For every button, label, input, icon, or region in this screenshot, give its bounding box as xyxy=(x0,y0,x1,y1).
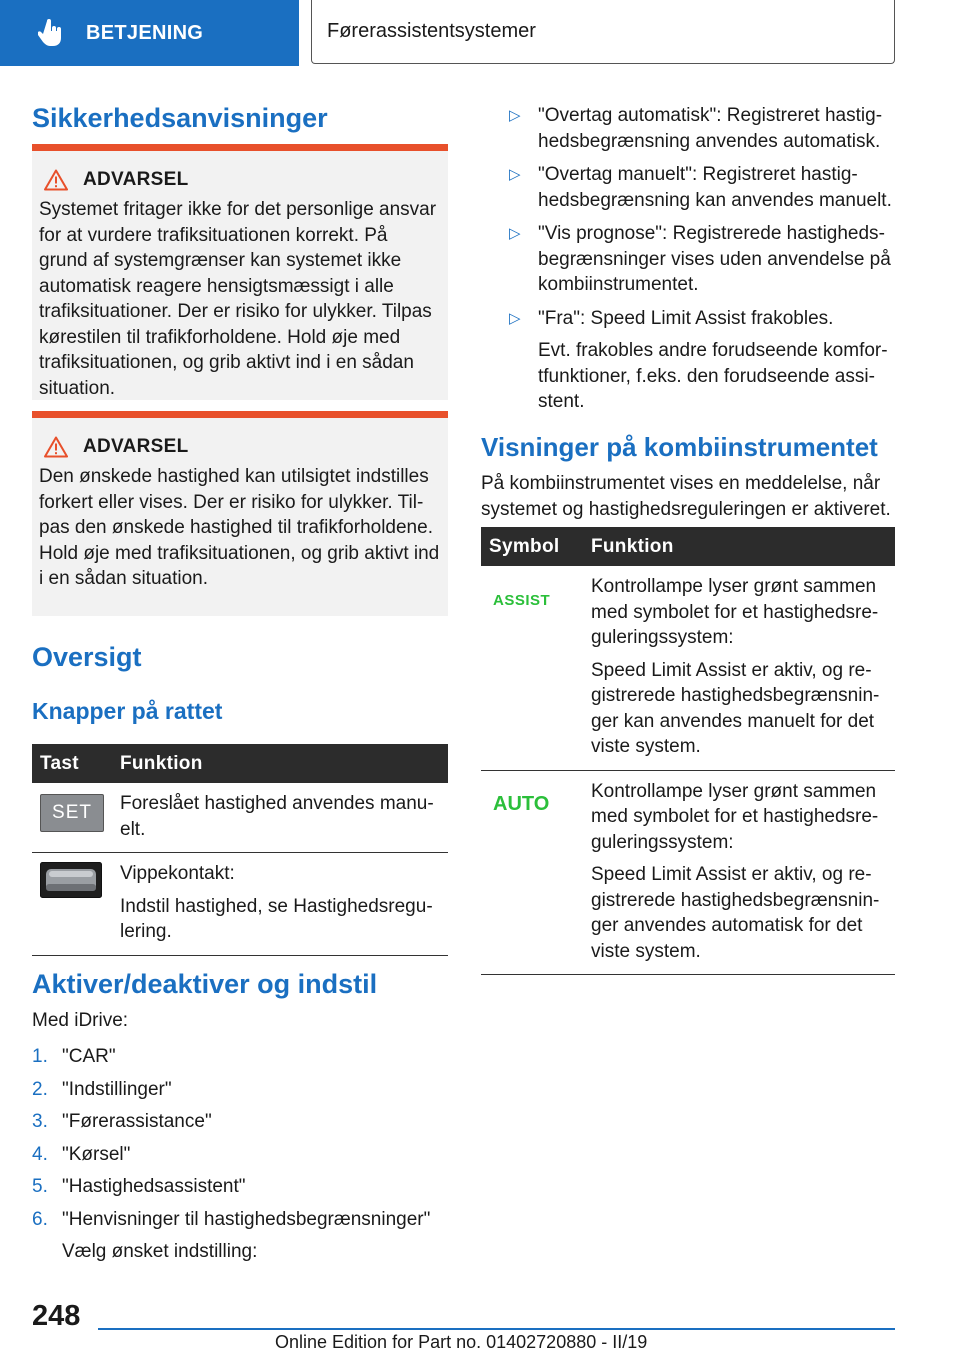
table-row xyxy=(32,853,448,956)
warning-label: ADVARSEL xyxy=(83,436,189,457)
list-item xyxy=(32,1077,448,1103)
list-item xyxy=(481,162,895,213)
option-text: "Fra": Speed Limit Assist frakobles. xyxy=(538,307,834,329)
option-note: Evt. frakobles andre forudseende komfortfunktioner, f.eks. den forudseende assistent. xyxy=(538,340,888,412)
auto-indicator-icon: AUTO xyxy=(493,792,550,815)
option-text: "Overtag manuelt": Registreret hastighedsbegrænsning kan anvendes manuelt. xyxy=(538,164,892,211)
hand-pointer-icon xyxy=(38,19,64,47)
warning-label: ADVARSEL xyxy=(83,169,189,190)
list-item xyxy=(32,1044,448,1070)
page-number: 248 xyxy=(32,1300,81,1332)
step-text: "Hastighedsassistent" xyxy=(62,1176,246,1197)
rocker-switch-icon xyxy=(40,862,102,898)
step-text: "Førerassistance" xyxy=(62,1111,212,1132)
list-item xyxy=(32,1239,448,1265)
cell-text: Kontrollampe lyser grønt sammen med symbolet for et hastighedsreguleringssystem: xyxy=(591,780,879,853)
warning-triangle-icon xyxy=(44,169,68,191)
warning-box xyxy=(32,411,448,616)
warning-box xyxy=(32,144,448,400)
buttons-table xyxy=(32,744,448,956)
option-text: "Vis prognose": Registrerede hastighedsbegrænsninger vises uden anvendelse på kombiinstrumentet. xyxy=(538,223,891,295)
step-number: 5. xyxy=(32,1176,48,1197)
option-text: "Overtag automatisk": Registreret hastighedsbegrænsning anvendes automatisk. xyxy=(538,105,883,152)
chapter-title: Førerassistentsystemer xyxy=(327,20,536,42)
step-text: "Indstillinger" xyxy=(62,1078,172,1100)
display-heading: Visninger på kombiinstrumentet xyxy=(481,432,878,462)
buttons-subheading: Knapper på rattet xyxy=(32,698,223,724)
list-item xyxy=(32,1109,448,1135)
triangle-bullet-icon: ▷ xyxy=(509,225,521,242)
symbol-table xyxy=(481,527,895,975)
list-item xyxy=(481,103,895,154)
step-number: 1. xyxy=(32,1046,48,1067)
steps-list xyxy=(32,1044,448,1272)
step-number: 4. xyxy=(32,1143,48,1165)
safety-heading: Sikkerhedsanvisninger xyxy=(32,103,328,133)
cell-text: Vippekontakt: xyxy=(120,863,235,884)
list-item xyxy=(32,1142,448,1168)
column-header: Funktion xyxy=(112,744,448,783)
set-key-icon xyxy=(40,794,104,832)
chapter-tab xyxy=(311,0,895,64)
step-followup: Vælg ønsket indstilling: xyxy=(62,1241,258,1262)
activate-heading: Aktiver/deaktiver og indstil xyxy=(32,969,378,999)
column-header: Funktion xyxy=(583,527,895,566)
table-row xyxy=(481,770,895,975)
table-row xyxy=(481,566,895,770)
options-list xyxy=(481,103,895,423)
column-header: Tast xyxy=(32,744,112,783)
step-text: "CAR" xyxy=(62,1046,116,1067)
warning-text: Den ønskede hastighed kan utilsigtet indstilles forkert eller vises. Der er risiko for ulykker. Tilpas den ønskede hastighed til trafikforholdene. Hold øje med trafiksituationen, og grib aktivt ind i en sådan situation. xyxy=(39,466,440,589)
cell-text: Foreslået hastighed anvendes manuelt. xyxy=(120,793,434,840)
triangle-bullet-icon: ▷ xyxy=(509,107,521,124)
cell-text: Speed Limit Assist er aktiv, og registrerede hastighedsbegrænsninger anvendes automatisk for det viste system. xyxy=(591,864,880,962)
footer-divider xyxy=(98,1328,895,1330)
cell-text: Speed Limit Assist er aktiv, og registrerede hastighedsbegrænsninger kan anvendes manuelt for det viste system. xyxy=(591,659,880,757)
cell-text: Indstil hastighed, se Hastighedsregulering. xyxy=(120,895,433,942)
triangle-bullet-icon: ▷ xyxy=(509,166,521,183)
overview-heading: Oversigt xyxy=(32,642,142,672)
edition-footer: Online Edition for Part no. 01402720880 - II/19 xyxy=(275,1332,648,1352)
list-item xyxy=(32,1207,448,1233)
step-number: 3. xyxy=(32,1111,48,1132)
triangle-bullet-icon: ▷ xyxy=(509,309,521,327)
step-number: 6. xyxy=(32,1208,48,1230)
section-title: BETJENING xyxy=(86,21,204,44)
step-text: "Henvisninger til hastighedsbegrænsninger" xyxy=(62,1208,431,1230)
activate-intro: Med iDrive: xyxy=(32,1010,129,1031)
cell-text: Kontrollampe lyser grønt sammen med symbolet for et hastighedsreguleringssystem: xyxy=(591,576,879,648)
warning-text: Systemet fritager ikke for det personlige ansvar for at vurdere trafiksituationen korrekt. På grund af systemgrænser kan systemet ikke automatisk reagere hensigtsmæssigt i alle trafiksituationer. Der er risiko for ulykker. Tilpas kørestilen til trafikforholdene. Hold øje med trafiksituationen, og grib aktivt ind i en sådan situation. xyxy=(39,199,437,399)
list-item xyxy=(481,221,895,298)
display-intro: På kombiinstrumentet vises en meddelelse, når systemet og hastighedsreguleringen er aktiveret. xyxy=(481,473,891,520)
assist-indicator-icon: ASSIST xyxy=(493,592,551,609)
warning-triangle-icon xyxy=(44,436,68,458)
section-tab xyxy=(0,0,299,66)
step-number: 2. xyxy=(32,1078,48,1100)
list-item xyxy=(481,306,895,415)
table-row xyxy=(32,783,448,853)
column-header: Symbol xyxy=(481,527,583,566)
list-item xyxy=(32,1174,448,1200)
step-text: "Kørsel" xyxy=(62,1143,131,1165)
set-key-label: SET xyxy=(52,802,92,823)
